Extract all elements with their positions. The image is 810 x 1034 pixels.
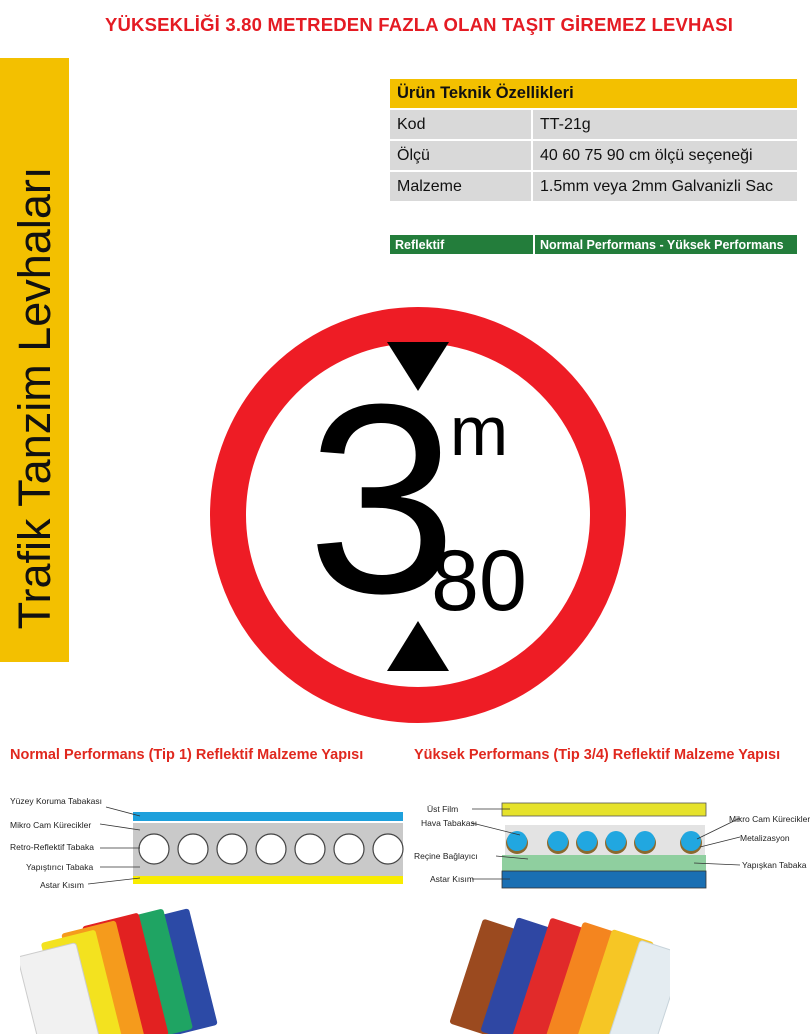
spec-value: 40 60 75 90 cm ölçü seçeneği bbox=[532, 140, 797, 171]
spec-table bbox=[390, 79, 797, 201]
layer-label: Mikro Cam Kürecikler bbox=[10, 820, 92, 830]
sign-small-digits: 80 bbox=[431, 533, 527, 629]
top-film-layer bbox=[502, 803, 706, 816]
spec-heading: Ürün Teknik Özellikleri bbox=[390, 79, 797, 109]
layer-label: Mikro Cam Kürecikler bbox=[729, 814, 810, 824]
normal-samples-image bbox=[20, 905, 240, 1034]
spec-key: Malzeme bbox=[390, 171, 532, 201]
spec-key: Kod bbox=[390, 109, 532, 140]
reflective-table bbox=[390, 235, 797, 254]
spec-key: Ölçü bbox=[390, 140, 532, 171]
normal-performance-heading: Normal Performans (Tip 1) Reflektif Malzeme Yapısı bbox=[10, 747, 364, 763]
reflective-key: Reflektif bbox=[390, 235, 534, 254]
resin-layer bbox=[502, 855, 706, 871]
sign-unit: m bbox=[449, 392, 509, 470]
layer-label: Retro-Reflektif Tabaka bbox=[10, 842, 94, 852]
layer-label: Yüzey Koruma Tabakası bbox=[10, 796, 102, 806]
page-title: YÜKSEKLİĞİ 3.80 METREDEN FAZLA OLAN TAŞIT GİREMEZ LEVHASI bbox=[104, 14, 734, 35]
spec-value: TT-21g bbox=[532, 109, 797, 140]
high-samples-image bbox=[440, 905, 670, 1034]
layer-label: Astar Kısım bbox=[430, 874, 474, 884]
spec-row bbox=[390, 171, 797, 201]
primer-layer-blue bbox=[502, 871, 706, 888]
spec-row bbox=[390, 140, 797, 171]
high-performance-heading: Yüksek Performans (Tip 3/4) Reflektif Malzeme Yapısı bbox=[414, 747, 781, 763]
layer-label: Yapışkan Tabaka bbox=[742, 860, 807, 870]
surface-layer bbox=[133, 812, 403, 821]
sidebar-label: Trafik Tanzim Levhaları bbox=[9, 166, 60, 630]
height-limit-sign bbox=[204, 305, 634, 725]
sign-big-digit: 3 bbox=[306, 349, 458, 650]
primer-layer bbox=[133, 876, 403, 884]
layer-label: Hava Tabakası bbox=[421, 818, 478, 828]
spec-row bbox=[390, 109, 797, 140]
sidebar-band bbox=[0, 58, 69, 662]
reflective-value: Normal Performans - Yüksek Performans bbox=[534, 235, 797, 254]
layer-label: Reçine Bağlayıcı bbox=[414, 851, 478, 861]
layer-label: Astar Kısım bbox=[40, 880, 84, 890]
layer-label: Yapıştırıcı Tabaka bbox=[26, 862, 94, 872]
layer-label: Metalizasyon bbox=[740, 833, 790, 843]
layer-label: Üst Film bbox=[427, 804, 459, 814]
spec-value: 1.5mm veya 2mm Galvanizli Sac bbox=[532, 171, 797, 201]
